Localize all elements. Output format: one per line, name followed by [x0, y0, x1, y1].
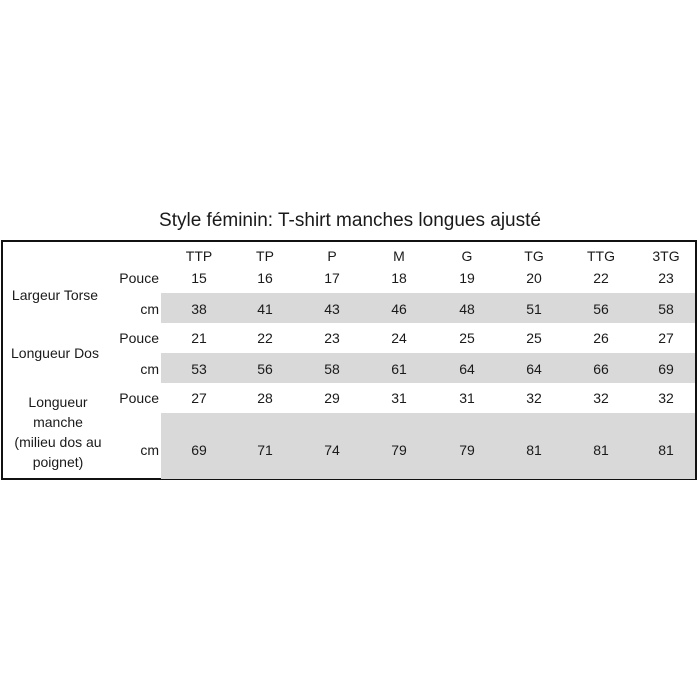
- value-cell-cm: 71: [257, 442, 273, 458]
- value-cell-cm: 79: [391, 442, 407, 458]
- unit-cm: cm: [140, 301, 159, 317]
- value-cell-pouce: 25: [459, 330, 475, 346]
- value-cell-pouce: 31: [391, 390, 407, 406]
- value-cell-cm: 69: [191, 442, 207, 458]
- size-header-m: M: [393, 248, 405, 264]
- value-cell-cm: 79: [459, 442, 475, 458]
- unit-cm: cm: [140, 442, 159, 458]
- value-cell-cm: 64: [526, 361, 542, 377]
- value-cell-pouce: 23: [324, 330, 340, 346]
- value-cell-pouce: 25: [526, 330, 542, 346]
- row-label-line: manche: [33, 414, 83, 430]
- row-label-longueur-dos: Longueur Dos: [11, 345, 99, 361]
- row-label-line: poignet): [32, 454, 84, 470]
- size-chart-table: [1, 240, 697, 480]
- value-cell-pouce: 21: [191, 330, 207, 346]
- value-cell-cm: 74: [324, 442, 340, 458]
- value-cell-cm: 38: [191, 301, 207, 317]
- size-header-g: G: [461, 248, 473, 264]
- value-cell-pouce: 16: [257, 270, 273, 286]
- unit-pouce: Pouce: [119, 330, 159, 346]
- value-cell-pouce: 32: [658, 390, 674, 406]
- value-cell-cm: 81: [593, 442, 609, 458]
- value-cell-cm: 43: [324, 301, 340, 317]
- value-cell-pouce: 19: [459, 270, 475, 286]
- unit-cm: cm: [140, 361, 159, 377]
- value-cell-pouce: 28: [257, 390, 273, 406]
- row-label-longueur-manche: [5, 392, 111, 472]
- value-cell-cm: 81: [658, 442, 674, 458]
- value-cell-cm: 69: [658, 361, 674, 377]
- value-cell-pouce: 26: [593, 330, 609, 346]
- value-cell-cm: 61: [391, 361, 407, 377]
- size-header-ttp: TTP: [185, 248, 213, 264]
- value-cell-pouce: 32: [526, 390, 542, 406]
- value-cell-cm: 48: [459, 301, 475, 317]
- value-cell-cm: 56: [257, 361, 273, 377]
- size-header-tp: TP: [256, 248, 274, 264]
- value-cell-cm: 46: [391, 301, 407, 317]
- value-cell-pouce: 20: [526, 270, 542, 286]
- value-cell-pouce: 23: [658, 270, 674, 286]
- value-cell-cm: 58: [658, 301, 674, 317]
- value-cell-pouce: 24: [391, 330, 407, 346]
- value-cell-pouce: 22: [257, 330, 273, 346]
- row-label-line: Longueur: [28, 394, 88, 410]
- value-cell-cm: 51: [526, 301, 542, 317]
- value-cell-pouce: 27: [658, 330, 674, 346]
- unit-pouce: Pouce: [119, 390, 159, 406]
- value-cell-pouce: 31: [459, 390, 475, 406]
- value-cell-cm: 53: [191, 361, 207, 377]
- value-cell-pouce: 27: [191, 390, 207, 406]
- value-cell-pouce: 18: [391, 270, 407, 286]
- value-cell-pouce: 29: [324, 390, 340, 406]
- value-cell-cm: 56: [593, 301, 609, 317]
- table-title: Style féminin: T-shirt manches longues ajusté: [159, 210, 541, 231]
- unit-pouce: Pouce: [119, 270, 159, 286]
- value-cell-cm: 64: [459, 361, 475, 377]
- size-header-p: P: [327, 248, 337, 264]
- size-header-tg: TG: [524, 248, 544, 264]
- size-header-ttg: TTG: [587, 248, 615, 264]
- value-cell-pouce: 32: [593, 390, 609, 406]
- value-cell-pouce: 22: [593, 270, 609, 286]
- row-label-line: (milieu dos au: [14, 434, 102, 450]
- value-cell-pouce: 15: [191, 270, 207, 286]
- value-cell-cm: 58: [324, 361, 340, 377]
- value-cell-cm: 66: [593, 361, 609, 377]
- value-cell-cm: 41: [257, 301, 273, 317]
- value-cell-pouce: 17: [324, 270, 340, 286]
- row-label-largeur-torse: Largeur Torse: [11, 287, 99, 303]
- size-header-3tg: 3TG: [652, 248, 680, 264]
- value-cell-cm: 81: [526, 442, 542, 458]
